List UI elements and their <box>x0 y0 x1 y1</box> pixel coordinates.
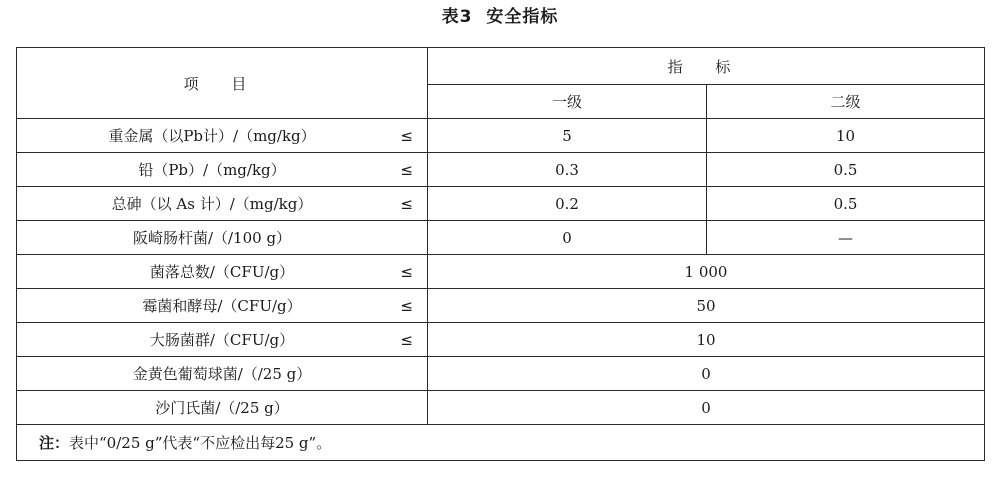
note-text: 表中“0/25 g”代表“不应检出每25 g”。 <box>69 434 332 452</box>
table-row <box>17 119 985 153</box>
row-value: 0 <box>428 391 985 425</box>
row-item-cell <box>17 119 428 153</box>
row-grade1: 0 <box>428 221 707 255</box>
row-value: 0 <box>428 357 985 391</box>
leq-symbol: ≤ <box>400 296 413 315</box>
row-item: 阪崎肠杆菌/（/100 g） <box>132 229 292 247</box>
row-item-cell <box>17 289 428 323</box>
row-grade2: 10 <box>707 119 985 153</box>
leq-symbol: ≤ <box>400 330 413 349</box>
note-row <box>17 425 985 461</box>
table-row <box>17 187 985 221</box>
row-item-cell <box>17 323 428 357</box>
row-item-cell <box>17 153 428 187</box>
row-item: 铅（Pb）/（mg/kg） <box>138 161 286 179</box>
table-caption <box>0 6 1000 28</box>
row-value: 10 <box>428 323 985 357</box>
row-item-cell <box>17 357 428 391</box>
table-title: 安全指标 <box>486 7 559 27</box>
row-grade1: 0.3 <box>428 153 707 187</box>
row-grade2: — <box>707 221 985 255</box>
row-grade1: 0.2 <box>428 187 707 221</box>
header-grade1: 一级 <box>428 85 707 119</box>
row-item: 霉菌和酵母/（CFU/g） <box>142 297 302 315</box>
table-row <box>17 221 985 255</box>
header-indicator: 指 标 <box>428 48 985 85</box>
row-item: 总砷（以 As 计）/（mg/kg） <box>111 195 313 213</box>
table-row <box>17 391 985 425</box>
row-value: 50 <box>428 289 985 323</box>
safety-indicators-table <box>16 47 985 461</box>
table-row <box>17 153 985 187</box>
row-item: 大肠菌群/（CFU/g） <box>149 331 295 349</box>
table-row <box>17 255 985 289</box>
row-grade2: 0.5 <box>707 187 985 221</box>
row-item-cell <box>17 391 428 425</box>
header-row-1 <box>17 48 985 85</box>
row-value: 1 000 <box>428 255 985 289</box>
leq-symbol: ≤ <box>400 160 413 179</box>
leq-symbol: ≤ <box>400 262 413 281</box>
table-row <box>17 289 985 323</box>
row-item: 重金属（以Pb计）/（mg/kg） <box>108 127 316 145</box>
row-item-cell <box>17 221 428 255</box>
header-grade2: 二级 <box>707 85 985 119</box>
row-item: 沙门氏菌/（/25 g） <box>155 399 289 417</box>
row-item-cell <box>17 187 428 221</box>
header-item: 项 目 <box>17 48 428 119</box>
table-row <box>17 357 985 391</box>
leq-symbol: ≤ <box>400 126 413 145</box>
row-item: 菌落总数/（CFU/g） <box>149 263 295 281</box>
row-grade2: 0.5 <box>707 153 985 187</box>
row-item: 金黄色葡萄球菌/（/25 g） <box>132 365 312 383</box>
leq-symbol: ≤ <box>400 194 413 213</box>
table-number: 表3 <box>441 7 473 27</box>
row-item-cell <box>17 255 428 289</box>
row-grade1: 5 <box>428 119 707 153</box>
table-row <box>17 323 985 357</box>
note-label: 注： <box>39 434 70 452</box>
table-note <box>17 425 985 461</box>
